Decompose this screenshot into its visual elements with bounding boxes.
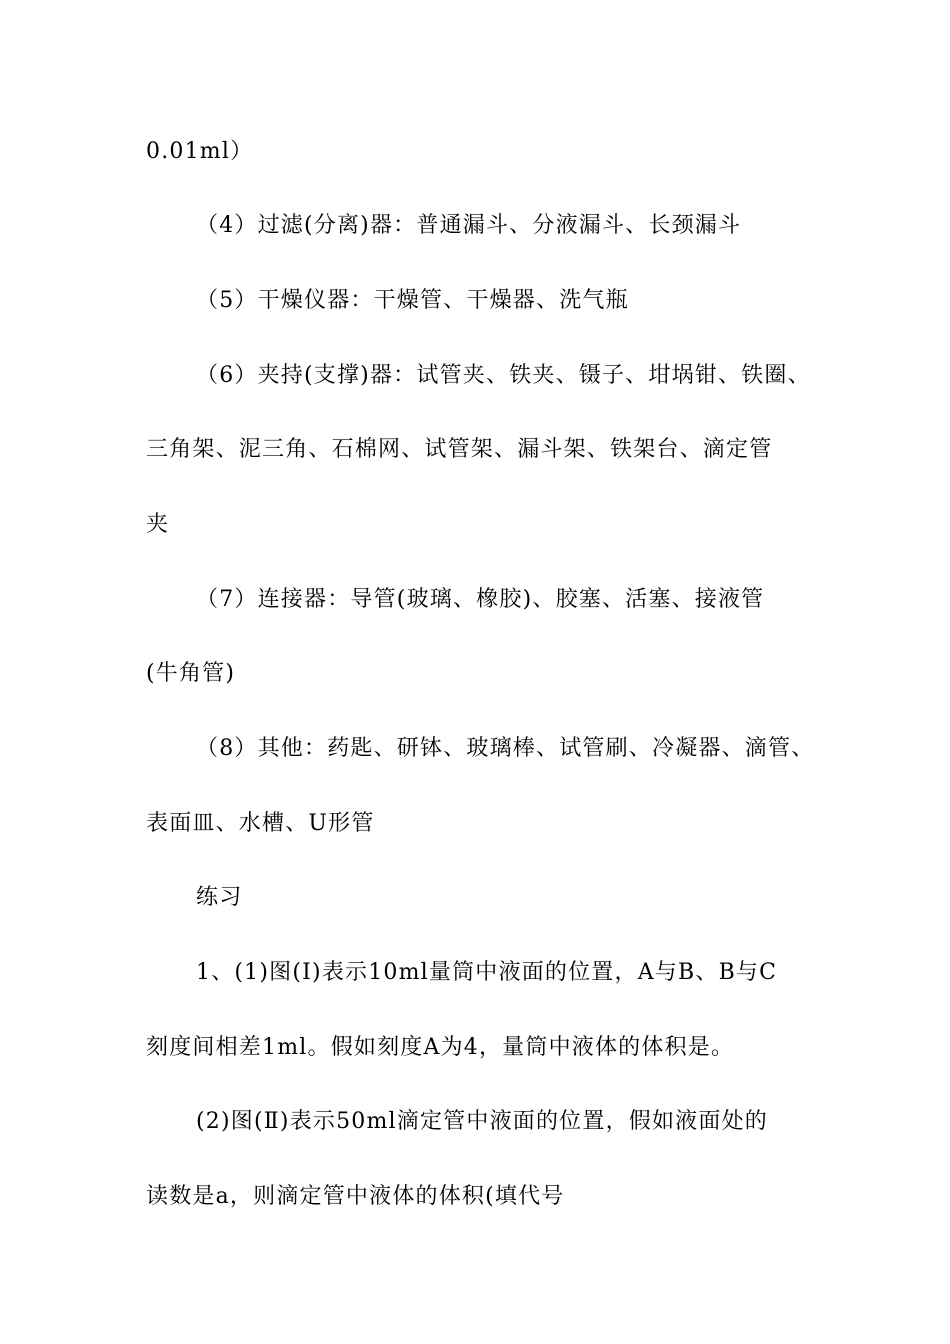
section-heading-practice: 练习	[196, 885, 243, 910]
text-line-14: (2)图(Ⅱ)表示50ml滴定管中液面的位置，假如液面处的	[196, 1109, 768, 1134]
text-line-15: 读数是a，则滴定管中液体的体积(填代号	[146, 1184, 565, 1209]
text-line-4: （6）夹持(支撑)器：试管夹、铁夹、镊子、坩埚钳、铁圈、	[196, 363, 811, 388]
text-line-5: 三角架、泥三角、石棉网、试管架、漏斗架、铁架台、滴定管	[146, 437, 773, 462]
text-line-8: (牛角管)	[146, 661, 236, 686]
text-line-12: 1、(1)图(Ⅰ)表示10ml量筒中液面的位置，A与B、B与C	[196, 960, 778, 985]
text-line-6: 夹	[146, 512, 170, 537]
text-line-9: （8）其他：药匙、研钵、玻璃棒、试管刷、冷凝器、滴管、	[196, 736, 815, 761]
text-line-1: 0.01ml）	[146, 139, 254, 164]
text-line-10: 表面皿、水槽、U形管	[146, 811, 375, 836]
text-line-7: （7）连接器：导管(玻璃、橡胶)、胶塞、活塞、接液管	[196, 587, 765, 612]
text-line-13: 刻度间相差1ml。假如刻度A为4，量筒中液体的体积是。	[146, 1035, 735, 1060]
text-line-2: （4）过滤(分离)器：普通漏斗、分液漏斗、长颈漏斗	[196, 213, 742, 238]
text-line-3: （5）干燥仪器：干燥管、干燥器、洗气瓶	[196, 288, 629, 313]
